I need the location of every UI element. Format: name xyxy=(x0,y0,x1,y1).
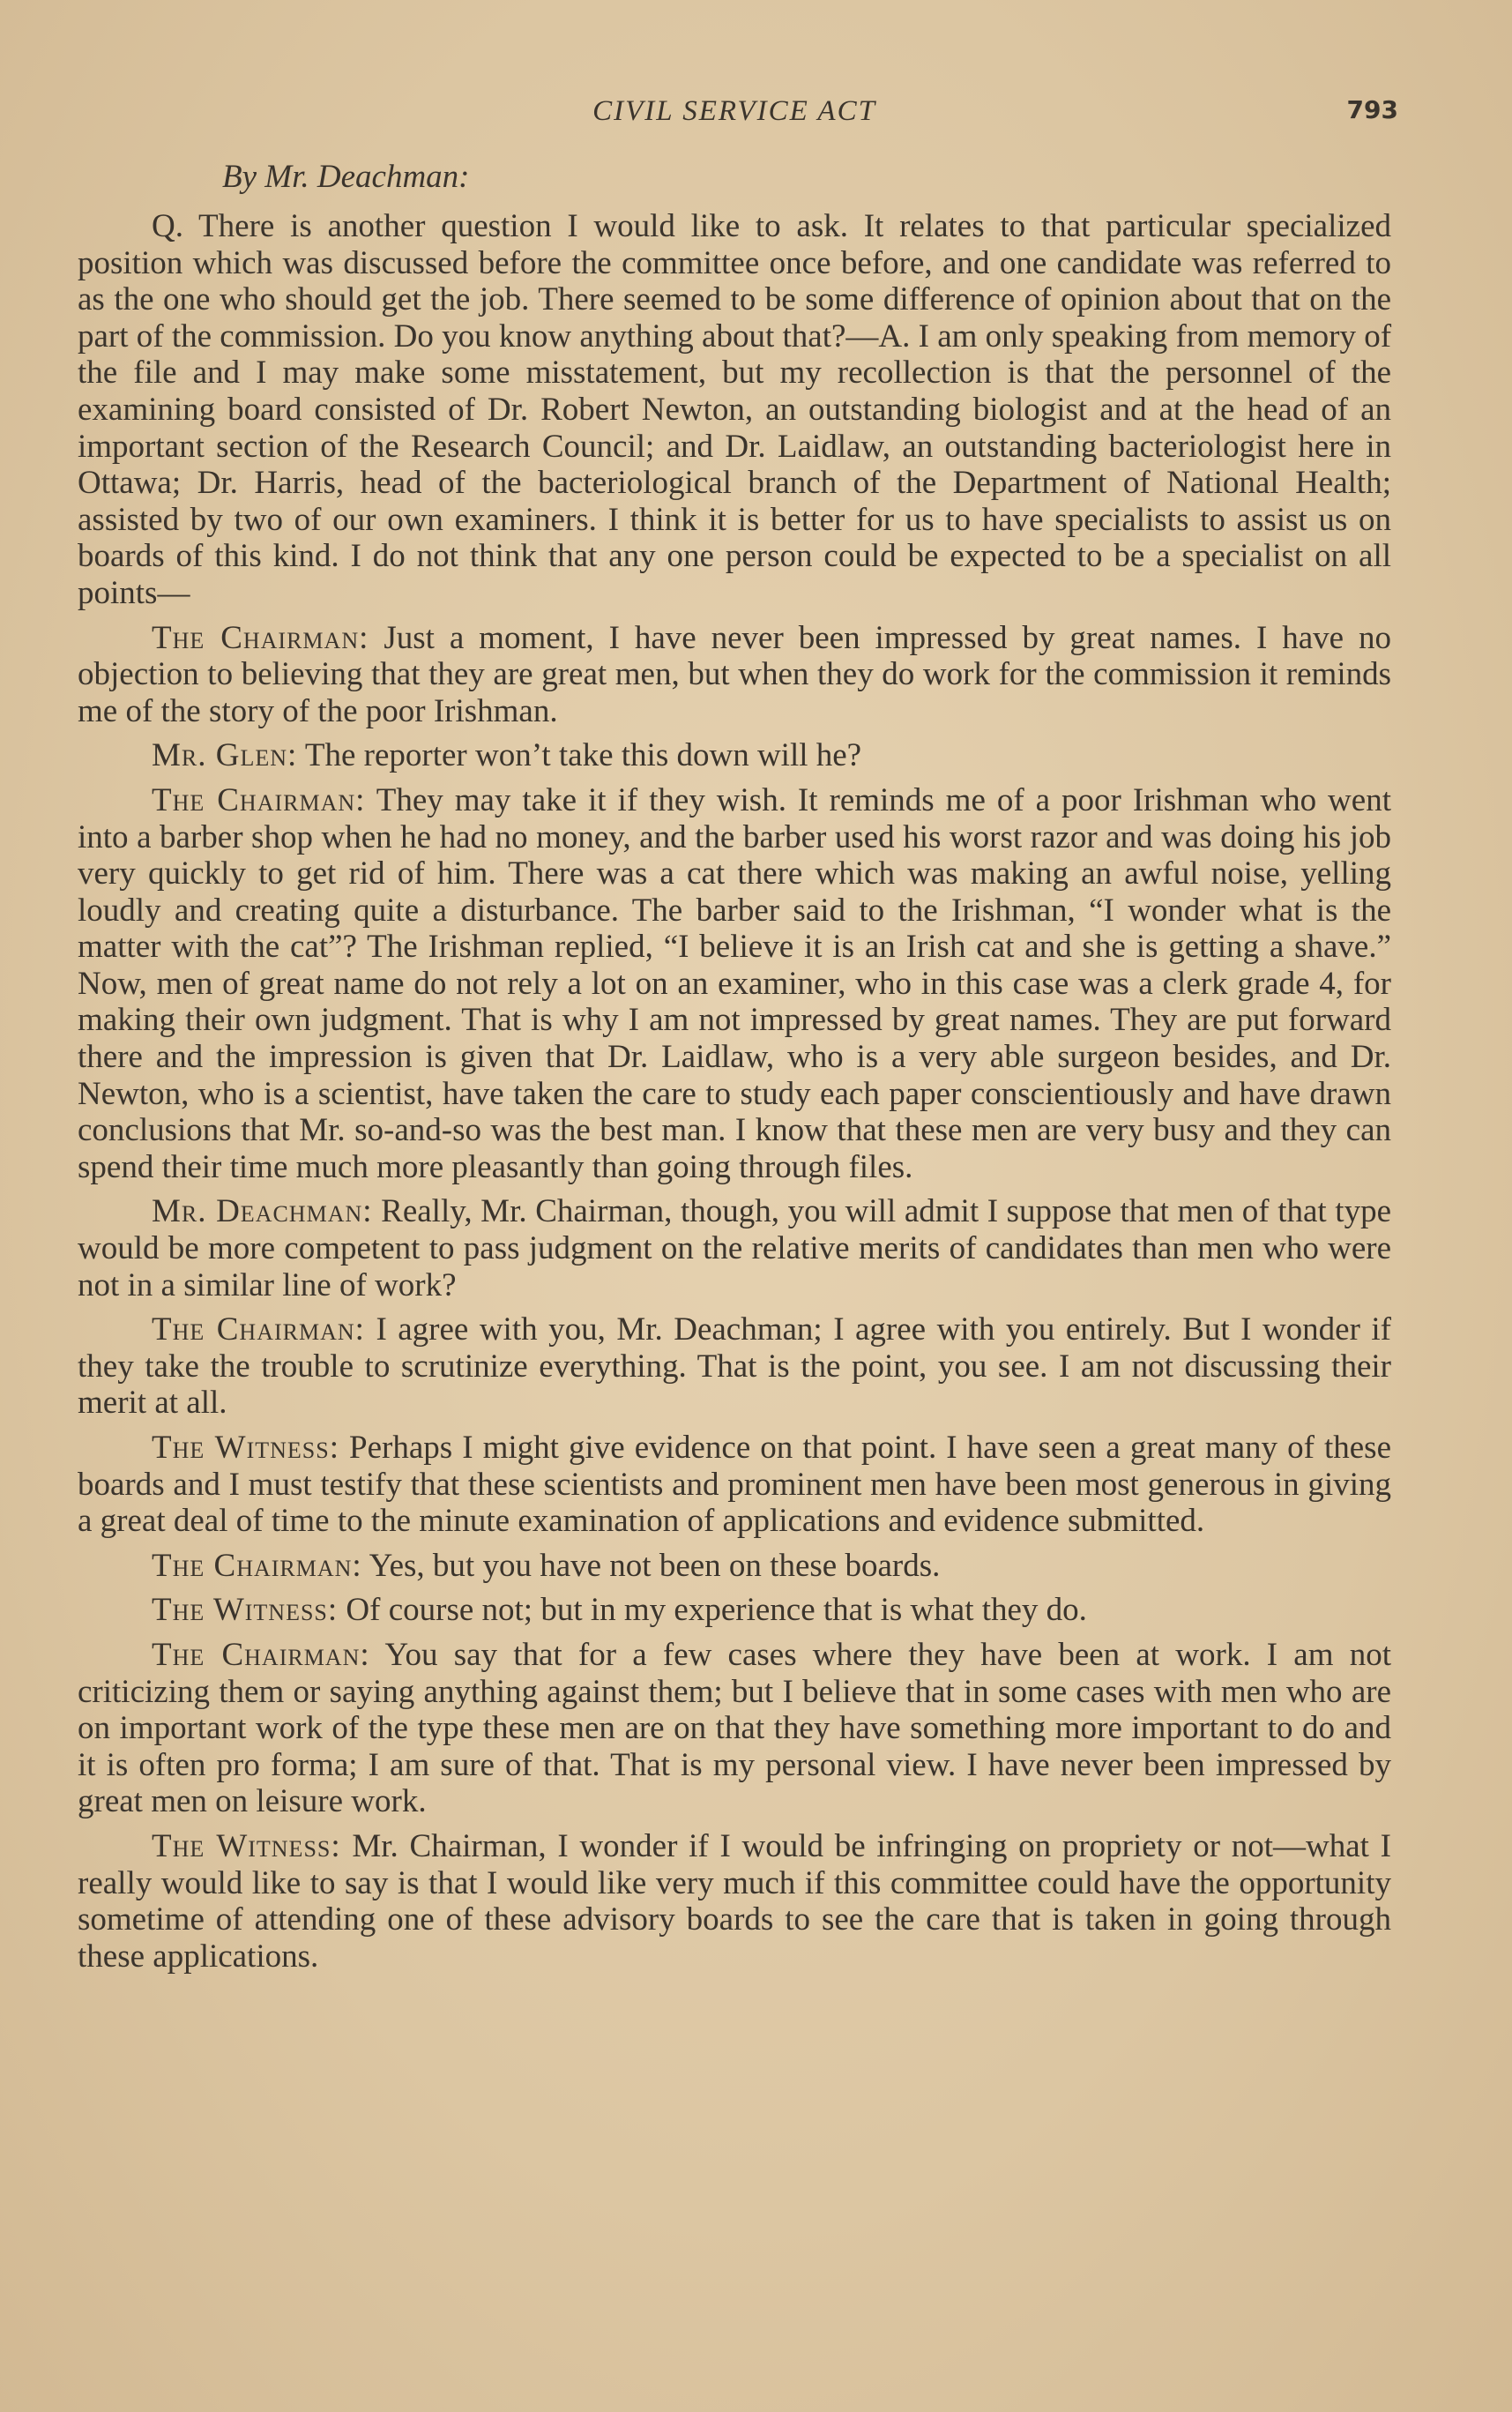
paragraph xyxy=(78,1430,1391,1540)
running-title: CIVIL SERVICE ACT xyxy=(592,95,876,127)
speaker-label: The Witness: xyxy=(152,1430,339,1466)
speaker-label: The Witness: xyxy=(152,1827,341,1864)
paragraph xyxy=(78,620,1391,730)
paragraph-text: You say that for a few cases where they have been at work. I am not criticizing them or saying anything against them; but I believe that in some cases with men who are on important work of the type these men are on that they have something more important to do and it is often pro forma; I am sure of that. That is my personal view. I have never been impressed by great men on leisure work. xyxy=(78,1636,1391,1820)
speaker-label: Mr. Glen: xyxy=(152,737,298,774)
speaker-label: Mr. Deachman: xyxy=(152,1193,373,1230)
paragraph-text: Mr. Chairman, I wonder if I would be infringing on propriety or not—what I really would like to say is that I would like very much if this committee could have the opportunity sometime of attending one of these advisory boards to see the care that is taken in going through these applications. xyxy=(78,1827,1391,1975)
speaker-label: The Witness: xyxy=(152,1592,339,1629)
paragraph-text: Yes, but you have not been on these boards. xyxy=(369,1547,941,1584)
paragraph xyxy=(78,782,1391,1186)
speaker-label: The Chairman: xyxy=(152,1547,362,1584)
paragraph-text: I agree with you, Mr. Deachman; I agree with you entirely. But I wonder if they take the trouble to scrutinize everything. That is the point, you see. I am not discussing their merit at all. xyxy=(78,1311,1391,1422)
speaker-label: The Chairman: xyxy=(152,1636,370,1673)
paragraph-text: Perhaps I might give evidence on that point. I have seen a great many of these boards and I must testify that these scientists and prominent men have been most generous in giving a great deal of time to the minute examination of applications and evidence submitted. xyxy=(78,1430,1392,1540)
paragraph xyxy=(78,1637,1391,1820)
page-content xyxy=(78,85,1398,1983)
paragraph-text: Just a moment, I have never been impressed by great names. I have no objection to believing that they are great men, but when they do work for the commission it reminds me of the story of the poor Irishman. xyxy=(78,619,1391,729)
paragraph xyxy=(78,1548,1391,1585)
paragraph xyxy=(78,1828,1391,1975)
running-head xyxy=(78,85,1398,141)
speaker-label: The Chairman: xyxy=(152,1311,365,1348)
paragraph xyxy=(78,737,1391,774)
page-number: 793 xyxy=(1346,95,1398,124)
paragraph-text: The reporter won’t take this down will he? xyxy=(304,737,862,774)
transcript-body xyxy=(78,208,1391,1975)
paragraph-text: Really, Mr. Chairman, though, you will admit I suppose that men of that type would be more competent to pass judgment on the relative merits of candidates than men who were not in a similar line of work? xyxy=(78,1193,1391,1303)
paragraph-text: Of course not; but in my experience that is what they do. xyxy=(346,1592,1087,1629)
paragraph xyxy=(78,1311,1391,1422)
speaker-label: The Chairman: xyxy=(152,781,366,818)
paragraph xyxy=(78,208,1391,612)
paragraph-text: They may take it if they wish. It reminds me of a poor Irishman who went into a barber shop when he had no money, and the barber used his worst razor and was doing his job very quickly to get rid of him. There was a cat there which was making an awful noise, yelling loudly and creating quite a disturbance. The barber said to the Irishman, “I wonder what is the matter with the cat”? The Irishman replied, “I believe it is an Irish cat and she is getting a shave.” Now, men of great name do not rely a lot on an examiner, who in this case was a clerk grade 4, for making their own judgment. That is why I am not impressed by great names. They are put forward there and the impression is given that Dr. Laidlaw, who is a very able surgeon besides, and Dr. Newton, who is a scientist, have taken the care to study each paper conscientiously and have drawn conclusions that Mr. so-and-so was the best man. I know that these men are very busy and they can spend their time much more pleasantly than going through files. xyxy=(78,781,1391,1185)
speaker-label: The Chairman: xyxy=(152,619,369,656)
byline: By Mr. Deachman: xyxy=(222,159,470,195)
paragraph xyxy=(78,1193,1391,1303)
paragraph-text: Q. There is another question I would like to ask. It relates to that particular specialized position which was discussed before the committee once before, and one candidate was referred to as the one who should get the job. There seemed to be some difference of opinion about that on the part of the commission. Do you know anything about that?—A. I am only speaking from memory of the file and I may make some misstatement, but my recollection is that the personnel of the examining board consisted of Dr. Robert Newton, an outstanding biologist and at the head of an important section of the Research Council; and Dr. Laidlaw, an outstanding bacteriologist here in Ottawa; Dr. Harris, head of the bacteriological branch of the Department of National Health; assisted by two of our own examiners. I think it is better for us to have specialists to assist us on boards of this kind. I do not think that any one person could be expected to be a specialist on all points— xyxy=(78,208,1392,611)
paragraph xyxy=(78,1592,1391,1629)
